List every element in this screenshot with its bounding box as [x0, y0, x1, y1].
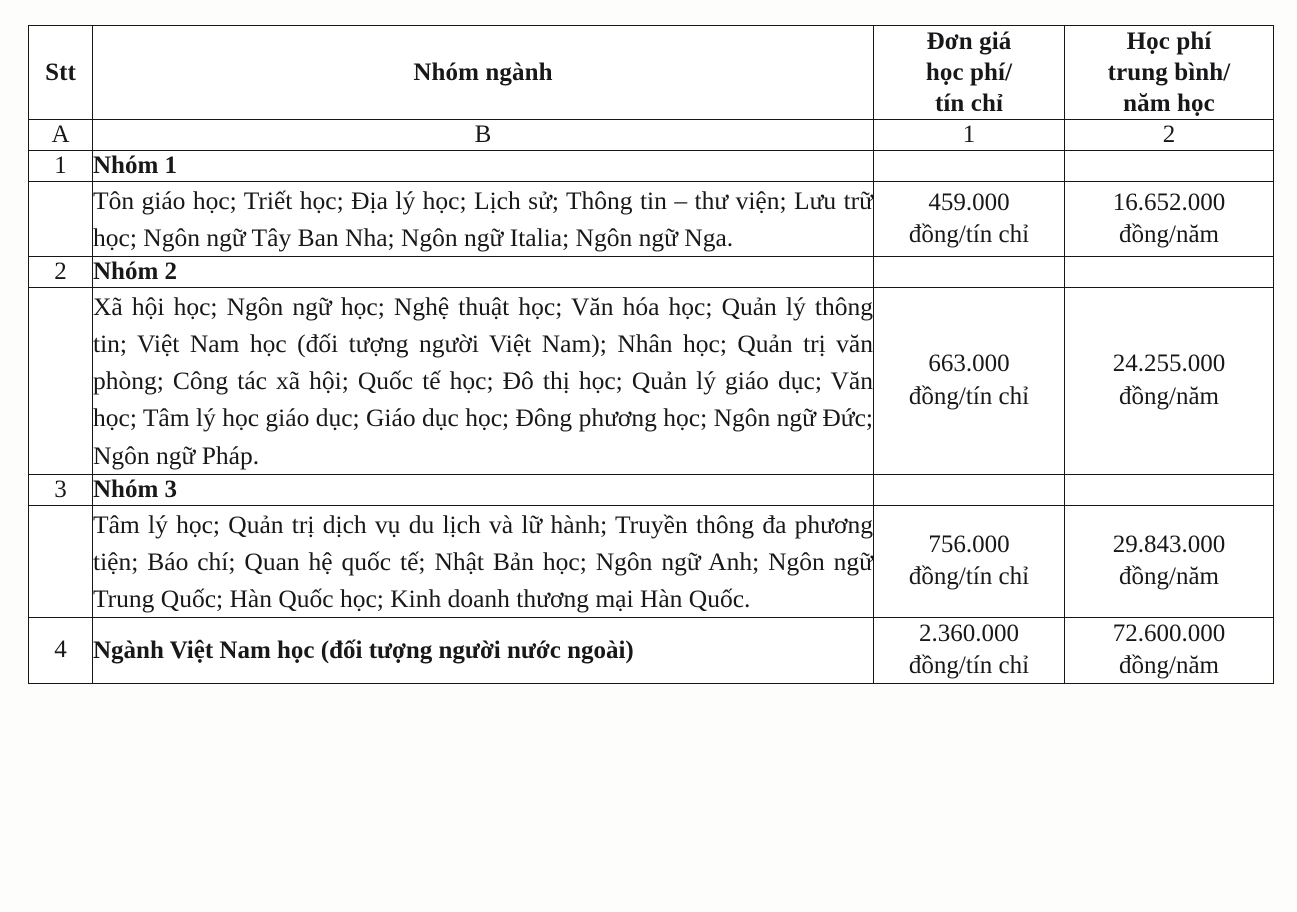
unit-price-unit: đồng/tín chỉ	[908, 221, 1030, 249]
table-header-row	[29, 26, 1274, 120]
table-row	[29, 151, 1274, 182]
unit-price-unit: đồng/tín chỉ	[908, 652, 1030, 680]
header-unit-price-line3: tín chỉ	[934, 90, 1004, 117]
column-code-unit-price: 1	[874, 120, 1065, 151]
row-majors-list: Tôn giáo học; Triết học; Địa lý học; Lịch sử; Thông tin – thư viện; Lưu trữ học; Ngôn ngữ Tây Ban Nha; Ngôn ngữ Italia; Ngôn ngữ Nga.	[93, 182, 874, 257]
row-unit-price	[874, 617, 1065, 683]
average-fee-unit: đồng/năm	[1119, 382, 1219, 410]
unit-price-amount: 459.000	[928, 188, 1010, 216]
row-average-fee	[1065, 288, 1274, 474]
table-row	[29, 257, 1274, 288]
row-average-fee	[1065, 617, 1274, 683]
row-stt-empty	[29, 505, 93, 617]
column-code-row	[29, 120, 1274, 151]
unit-price-amount: 756.000	[928, 530, 1010, 558]
row-group-title: Ngành Việt Nam học (đối tượng người nước ngoài)	[93, 617, 874, 683]
unit-price-unit: đồng/tín chỉ	[908, 563, 1030, 591]
average-fee-amount: 29.843.000	[1112, 530, 1226, 558]
fee-table-container	[28, 25, 1273, 900]
row-unit-price	[874, 288, 1065, 474]
header-average-fee-line3: năm học	[1123, 90, 1215, 117]
unit-price-amount: 2.360.000	[919, 619, 1019, 647]
column-code-average-fee: 2	[1065, 120, 1274, 151]
table-row	[29, 617, 1274, 683]
header-unit-price-line2: học phí/	[925, 59, 1013, 86]
row-average-fee	[1065, 505, 1274, 617]
row-group-title: Nhóm 2	[93, 257, 874, 288]
row-stt: 3	[29, 474, 93, 505]
header-unit-price	[874, 26, 1065, 120]
average-fee-amount: 24.255.000	[1112, 350, 1226, 378]
header-average-fee-line2: trung bình/	[1107, 59, 1231, 86]
unit-price-amount: 663.000	[928, 350, 1010, 378]
row-unit-price-empty	[874, 151, 1065, 182]
row-stt: 4	[29, 617, 93, 683]
table-row	[29, 505, 1274, 617]
table-row	[29, 288, 1274, 474]
row-stt-empty	[29, 182, 93, 257]
header-unit-price-line1: Đơn giá	[926, 28, 1012, 55]
table-row	[29, 474, 1274, 505]
header-average-fee	[1065, 26, 1274, 120]
row-average-fee	[1065, 182, 1274, 257]
row-majors-list: Tâm lý học; Quản trị dịch vụ du lịch và lữ hành; Truyền thông đa phương tiện; Báo chí; Quan hệ quốc tế; Nhật Bản học; Ngôn ngữ Anh; Ngôn ngữ Trung Quốc; Hàn Quốc học; Kinh doanh thương mại Hàn Quốc.	[93, 505, 874, 617]
row-unit-price	[874, 182, 1065, 257]
average-fee-amount: 16.652.000	[1112, 188, 1226, 216]
row-stt: 1	[29, 151, 93, 182]
row-stt: 2	[29, 257, 93, 288]
row-average-fee-empty	[1065, 151, 1274, 182]
row-group-title: Nhóm 3	[93, 474, 874, 505]
average-fee-unit: đồng/năm	[1119, 221, 1219, 249]
average-fee-unit: đồng/năm	[1119, 652, 1219, 680]
header-average-fee-line1: Học phí	[1126, 28, 1212, 55]
average-fee-unit: đồng/năm	[1119, 563, 1219, 591]
row-group-title: Nhóm 1	[93, 151, 874, 182]
row-unit-price	[874, 505, 1065, 617]
unit-price-unit: đồng/tín chỉ	[908, 382, 1030, 410]
row-unit-price-empty	[874, 257, 1065, 288]
column-code-group-name: B	[93, 120, 874, 151]
row-unit-price-empty	[874, 474, 1065, 505]
row-majors-list: Xã hội học; Ngôn ngữ học; Nghệ thuật học; Văn hóa học; Quản lý thông tin; Việt Nam học (đối tượng người Việt Nam); Nhân học; Quản trị văn phòng; Công tác xã hội; Quốc tế học; Đô thị học; Quản lý giáo dục; Văn học; Tâm lý học giáo dục; Giáo dục học; Đông phương học; Ngôn ngữ Đức; Ngôn ngữ Pháp.	[93, 288, 874, 474]
column-code-stt: A	[29, 120, 93, 151]
average-fee-amount: 72.600.000	[1112, 619, 1226, 647]
row-average-fee-empty	[1065, 474, 1274, 505]
header-group-name: Nhóm ngành	[93, 26, 874, 120]
row-stt-empty	[29, 288, 93, 474]
row-average-fee-empty	[1065, 257, 1274, 288]
header-stt: Stt	[29, 26, 93, 120]
tuition-fee-table	[28, 25, 1274, 684]
table-row	[29, 182, 1274, 257]
